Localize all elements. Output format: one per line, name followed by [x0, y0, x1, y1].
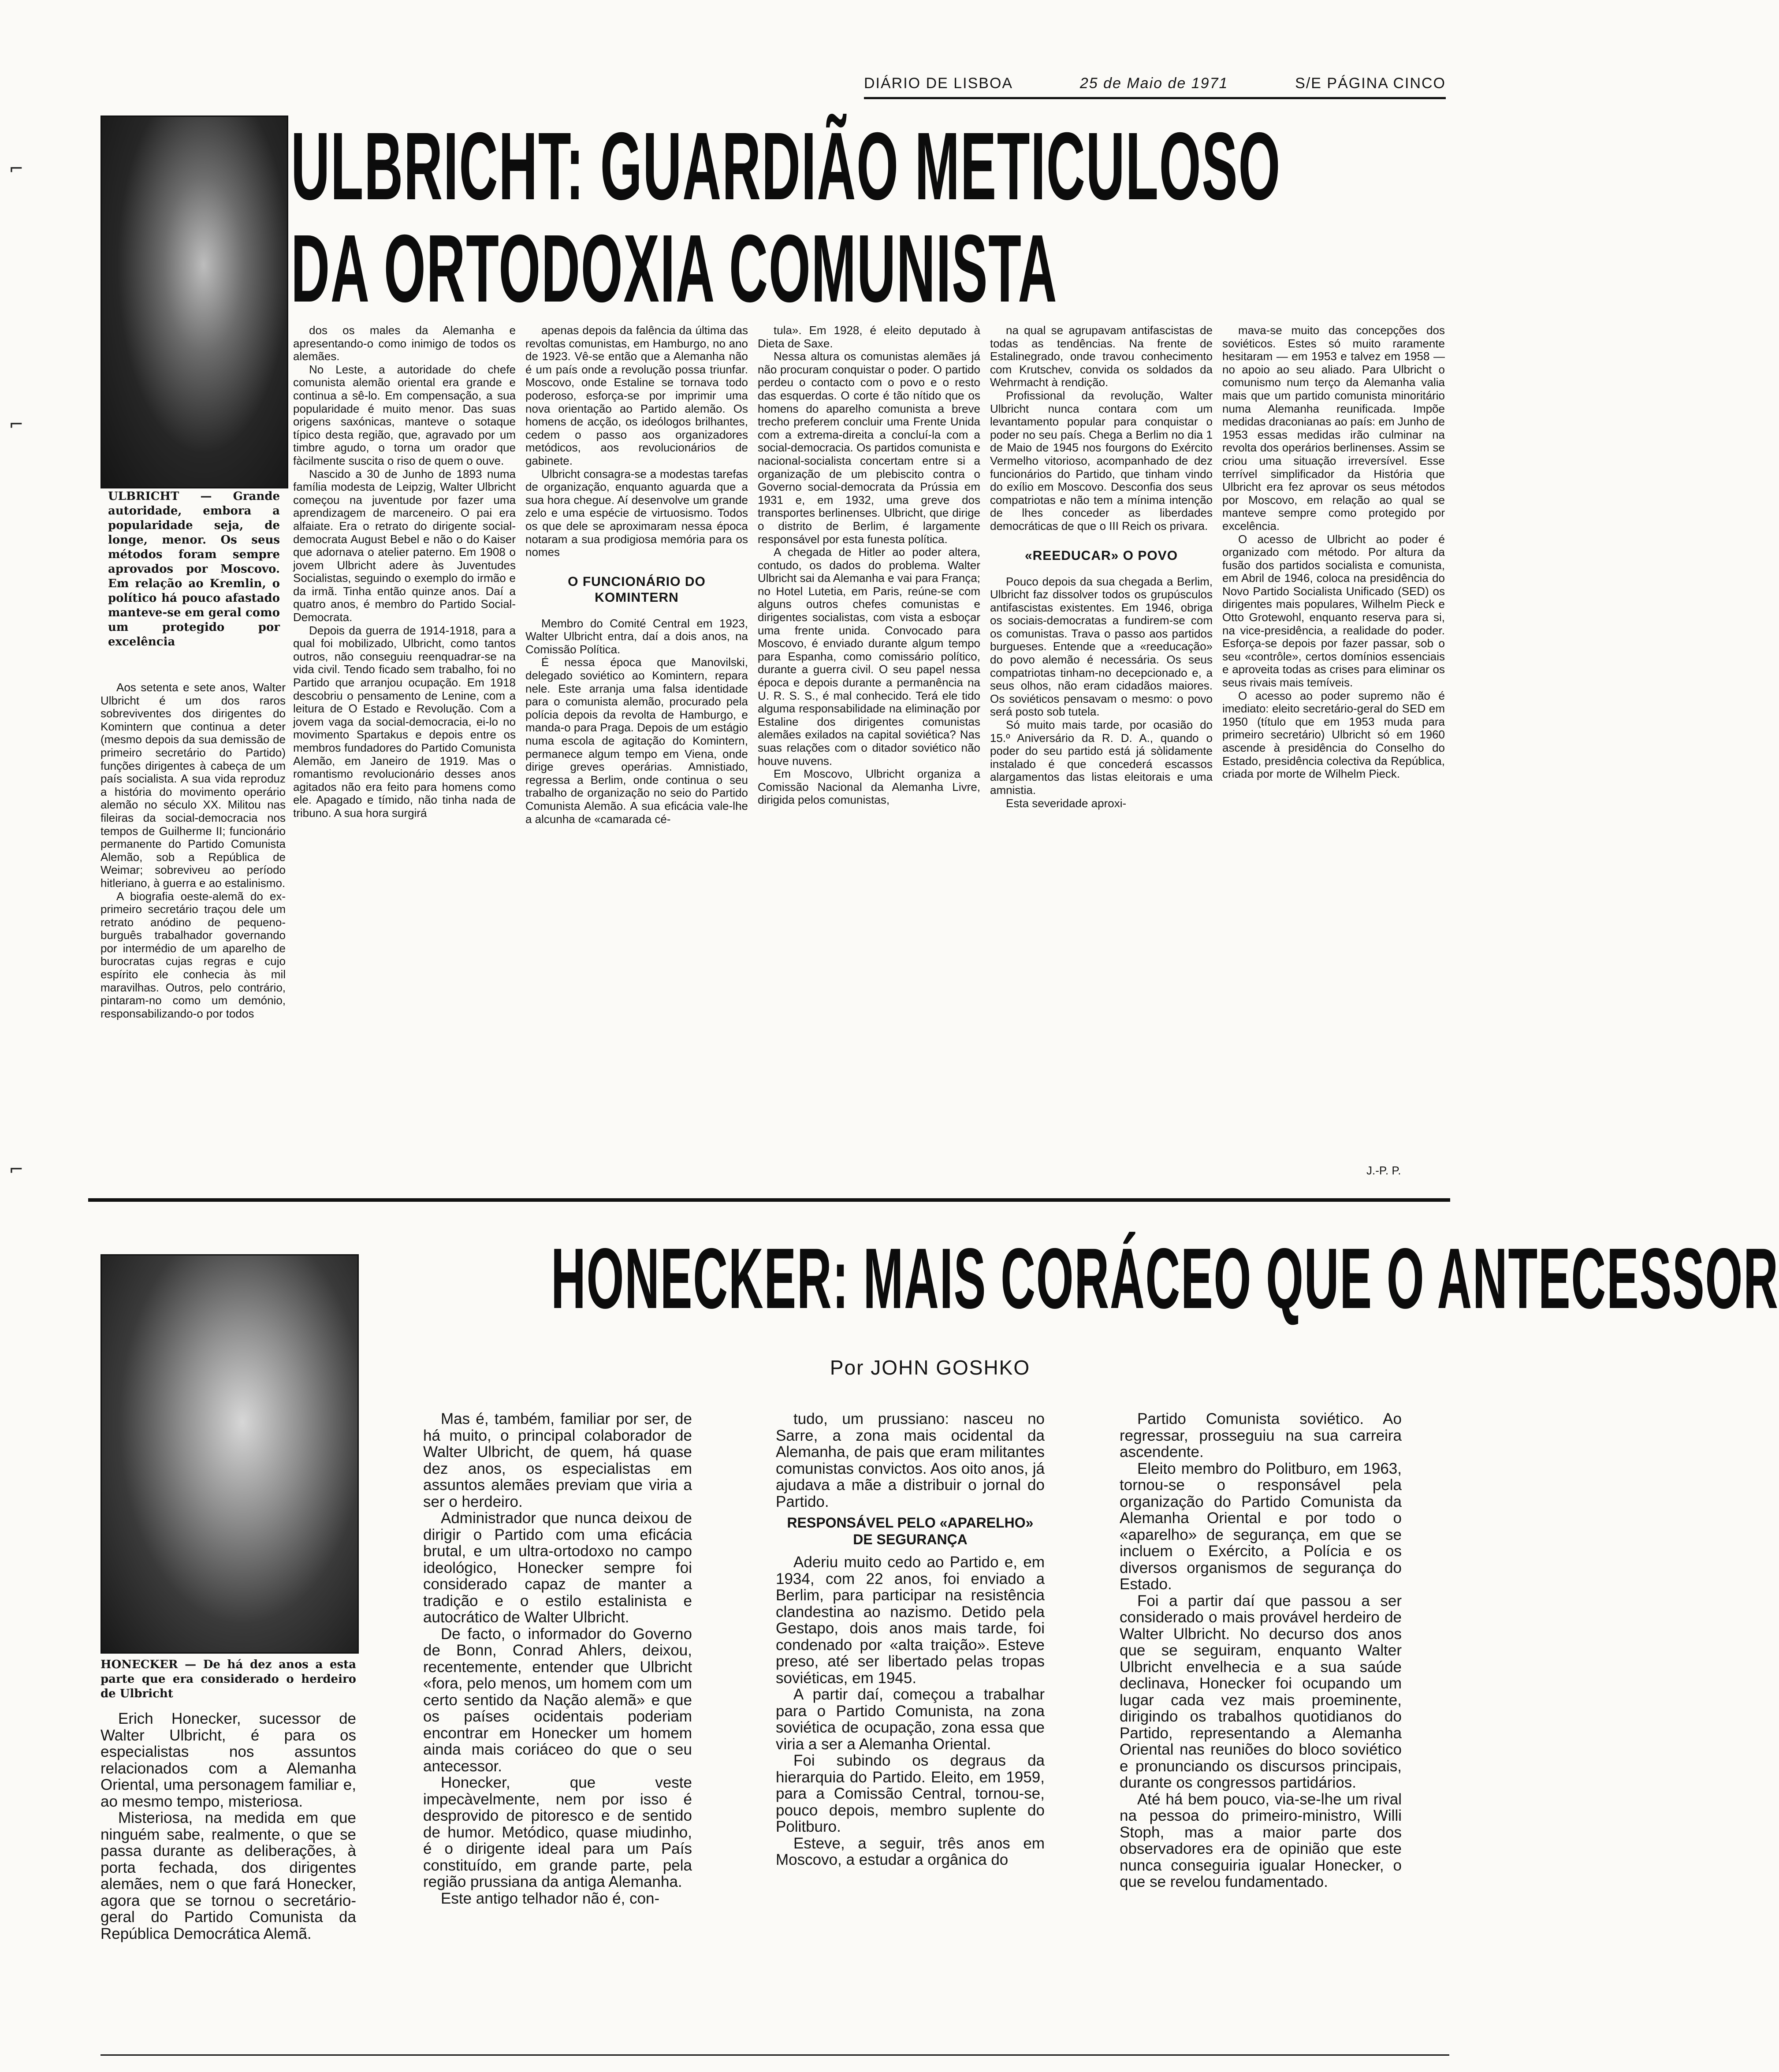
paragraph: Nascido a 30 de Junho de 1893 numa família modesta de Leipzig, Walter Ulbricht começou na juventude por fazer uma aprendizagem de marceneiro. O pai era alfaiate. Era o retrato do dirigente social-democrata August Bebel e não o do Kaiser que adornava o atelier paterno. Em 1908 o jovem Ulbricht adere às Juventudes Socialistas, seguindo o exemplo do irmão e da irmã. Tinha então quinze anos. Daí a quatro anos, é membro do Partido Social-Democrata. — [293, 467, 516, 624]
ulbricht-photo-caption: ULBRICHT — Grande autoridade, embora a popularidade seja, de longe, menor. Os seus métodos foram sempre aprovados por Moscovo. Em relação ao Kremlin, o político há pouco afastado manteve-se em geral como um protegido por excelência — [108, 490, 280, 648]
paragraph: Esta severidade aproxi- — [1006, 796, 1127, 810]
article2-column-3 — [776, 1411, 1045, 2046]
paragraph: A partir daí, começou a trabalhar para o Partido Comunista, na zona soviética de ocupação, zona essa que viria a ser a Alemanha Oriental. — [776, 1686, 1045, 1753]
article1-column-1 — [100, 681, 286, 1179]
section-divider — [88, 1198, 1450, 1202]
article1-column-5 — [990, 324, 1213, 1179]
paragraph: Só muito mais tarde, por ocasião do 15.º Aniversário da R. D. A., quando o poder do seu partido está já sòlidamente instalado é que concederá escassos alargamentos das listas eleitorais e uma amnistia. — [990, 718, 1213, 797]
paragraph: mava-se muito das concepções dos soviéticos. Estes só muito raramente hesitaram — em 1953 e talvez em 1958 — no apoio ao seu aliado. Para Ulbricht o comunismo num terço da Alemanha valia mais que um partido comunista minoritário numa Alemanha reunificada. Impõe medidas draconianas ao país: em Junho de 1953 essas medidas irão culminar na revolta dos operários berlinenses. Assim se criou uma situação irreversível. Esse terrível simplificador da História que Ulbricht era fez aprovar os seus métodos por Moscovo, em relação ao qual se manteve sempre como protegido por excelência. — [1222, 324, 1445, 533]
article2-headline: HONECKER: MAIS CORÁCEO QUE O ANTECESSOR — [551, 1230, 1779, 1327]
headline-line-2: DA ORTODOXIA COMUNISTA — [291, 215, 1058, 322]
headline-line-1: ULBRICHT: GUARDIÃO METICULOSO — [291, 113, 1281, 220]
paragraph: A biografia oeste-alemã do ex-primeiro secretário traçou dele um retrato anódino de pequeno-burguês trabalhador governando por intermédio de um aparelho de burocratas cujas regras e cujo espírito ele conhecia às mil maravilhas. Outros, pelo contrário, pintaram-no como um demónio, responsabilizando-o por todos — [100, 889, 286, 1020]
paragraph: tula». Em 1928, é eleito deputado à Dieta de Saxe. — [758, 324, 980, 350]
article1-signature: J.-P. P. — [1366, 1164, 1401, 1177]
section-subheading: O FUNCIONÁRIO DO KOMINTERN — [568, 574, 706, 605]
margin-tick: ⌐ — [9, 414, 24, 435]
paragraph: Aderiu muito cedo ao Partido e, em 1934, com 22 anos, foi enviado a Berlim, para participar na resistência clandestina ao nazismo. Detido pela Gestapo, dois anos mais tarde, foi condenado por «alta traição». Esteve preso, até ser libertado pelas tropas soviéticas, em 1945. — [776, 1554, 1045, 1687]
paragraph: Aos setenta e sete anos, Walter Ulbricht é um dos raros sobreviventes dos dirigentes do Komintern que continua a deter (mesmo depois da sua demissão de primeiro secretário do Partido) funções dirigentes à cabeça de um país socialista. A sua vida reproduz a história do movimento operário alemão no século XX. Militou nas fileiras da social-democracia nos tempos de Guilherme II; funcionário permanente do Partido Comunista Alemão, sob a República de Weimar; sobreviveu ao período hitleriano, à guerra e ao estalinismo. — [100, 681, 286, 890]
paragraph: Membro do Comité Central em 1923, Walter Ulbricht entra, daí a dois anos, na Comissão Política. — [525, 616, 748, 656]
margin-tick: ⌐ — [9, 1159, 24, 1180]
article2-byline: Por JOHN GOSHKO — [830, 1356, 1031, 1379]
honecker-photo — [100, 1254, 359, 1654]
paragraph: Depois da guerra de 1914-1918, para a qual foi mobilizado, Ulbricht, como tantos outros, não conseguiu reenquadrar-se na vida civil. Tendo ficado sem trabalho, foi no Partido que arranjou ocupação. Em 1918 descobriu o pensamento de Lenine, com a leitura de O Estado e Revolução. Com a jovem vaga da social-democracia, ei-lo no movimento Spartakus e depois entre os membros fundadores do Partido Comunista Alemão, em Janeiro de 1919. Mas o romantismo revolucionário desses anos agitados não era feito para homens como ele. Apagado e tímido, não tinha nada de tribuno. A sua hora surgirá — [293, 623, 516, 820]
paragraph: Administrador que nunca deixou de dirigir o Partido com uma eficácia brutal, e um ultra-ortodoxo no campo ideológico, Honecker sempre foi considerado capaz de manter a tradição e o estilo estalinista e autocrático de Walter Ulbricht. — [423, 1509, 692, 1626]
article1-column-4 — [758, 324, 980, 1179]
paragraph: Este antigo telhador não é, con- — [441, 1889, 660, 1907]
honecker-photo-caption: HONECKER — De há dez anos a esta parte que era considerado o herdeiro de Ulbricht — [100, 1658, 356, 1700]
article2-column-2 — [423, 1411, 692, 2046]
ulbricht-photo — [100, 116, 288, 488]
section-subheading: RESPONSÁVEL PELO «APARELHO» DE SEGURANÇA — [787, 1515, 1034, 1547]
bottom-rule — [100, 2054, 1449, 2056]
paragraph: O acesso de Ulbricht ao poder é organizado com método. Por altura da fusão dos partidos socialista e comunista, em Abril de 1946, coloca na presidência do Novo Partido Socialista Unificado (SED) os dirigentes mais populares, Wilhelm Pieck e Otto Grotewohl, enquanto reserva para si, na vice-presidência, a realidade do poder. Esforça-se depois por fazer passar, sob o seu «contrôle», certos domínios essenciais e aproveita todas as crises para eliminar os seus rivais mais temíveis. — [1222, 532, 1445, 689]
article1-column-2 — [293, 324, 516, 1179]
newspaper-name: DIÁRIO DE LISBOA — [864, 75, 1013, 92]
paragraph: Foi a partir daí que passou a ser considerado o mais provável herdeiro de Walter Ulbricht. No decurso dos anos que se seguiram, enquanto Walter Ulbricht envelhecia e a sua saúde declinava, Honecker foi ocupando um lugar cada vez mais proeminente, dirigindo os trabalhos quotidianos do Partido, representando a Alemanha Oriental nas reuniões do bloco soviético e pronunciando os discursos principais, durante os congressos partidários. — [1120, 1592, 1402, 1791]
paragraph: De facto, o informador do Governo de Bonn, Conrad Ahlers, deixou, recentemente, entender que Ulbricht «fora, pelo menos, um homem com um certo sentido da Nação alemã» e que os países ocidentais poderiam encontrar em Honecker um homem ainda mais coriáceo do que o seu antecessor. — [423, 1625, 692, 1775]
paragraph: Eleito membro do Politburo, em 1963, tornou-se o responsável pela organização do Partido Comunista da Alemanha Oriental e por todo o «aparelho» de segurança, em que se incluem o Exército, a Polícia e os diversos organismos de segurança do Estado. — [1120, 1460, 1402, 1593]
issue-date: 25 de Maio de 1971 — [1079, 75, 1228, 92]
paragraph: Misteriosa, na medida em que ninguém sabe, realmente, o que se passa durante as deliberações, à porta fechada, dos dirigentes alemães, nem o que fará Honecker, agora que se tornou o secretário-geral do Partido Comunista da República Democrática Alemã. — [100, 1809, 356, 1942]
paragraph: No Leste, a autoridade do chefe comunista alemão oriental era grande e continua a sê-lo. Em compensação, a sua popularidade é muito menor. Das suas origens saxónicas, manteve o sotaque típico desta região, que, agravado por um timbre agudo, o torna um orador que fàcilmente suscita o riso de quem o ouve. — [293, 362, 516, 467]
article1-column-3 — [525, 324, 748, 1179]
paragraph: O acesso ao poder supremo não é imediato: eleito secretário-geral do SED em 1950 (título que em 1953 muda para primeiro secretário) Ulbricht só em 1960 ascende à presidência do Conselho do Estado, presidência colectiva da República, criada por morte de Wilhelm Pieck. — [1222, 689, 1445, 781]
page-label: S/E PÁGINA CINCO — [1295, 75, 1446, 92]
paragraph: na qual se agrupavam antifascistas de todas as tendências. Na frente de Estalinegrado, onde travou conhecimento com Krutschev, convida os soldados da Wehrmacht à rendição. — [990, 324, 1213, 389]
article2-column-1 — [100, 1711, 356, 2046]
section-subheading: «REEDUCAR» O POVO — [1024, 548, 1178, 563]
paragraph: Erich Honecker, sucessor de Walter Ulbricht, é para os especialistas nos assuntos relacionados com a Alemanha Oriental, uma personagem familiar e, ao mesmo tempo, misteriosa. — [100, 1710, 356, 1810]
paragraph: dos os males da Alemanha e apresentando-o como inimigo de todos os alemães. — [293, 324, 516, 363]
paragraph: apenas depois da falência da última das revoltas comunistas, em Hamburgo, no ano de 1923. Vê-se então que a Alemanha não é um país onde a revolução possa triunfar. Moscovo, onde Estaline se tornava todo poderoso, esforça-se por imprimir uma nova orientação ao Partido alemão. Os homens de acção, os ideólogos brilhantes, cedem o passo aos organizadores metódicos, aos revolucionários de gabinete. — [525, 324, 748, 467]
paragraph: Nessa altura os comunistas alemães já não procuram conquistar o poder. O partido perdeu o contacto com o povo e o resto das esquerdas. O corte é tão nítido que os homens do aparelho comunista a breve trecho preferem concluir uma Frente Unida com a extrema-direita a concluí-la com a social-democracia. Os partidos comunista e nacional-socialista concertam entre si a organização de um plebiscito contra o Governo social-democrata da Prússia em 1931 e, em 1932, uma greve dos transportes berlinenses. Ulbricht, que dirige o distrito de Berlim, é largamente responsável por esta funesta política. — [758, 350, 980, 546]
paragraph: Partido Comunista soviético. Ao regressar, prosseguiu na sua carreira ascendente. — [1120, 1410, 1402, 1461]
margin-tick: ⌐ — [9, 159, 24, 179]
paragraph: A chegada de Hitler ao poder altera, contudo, os dados do problema. Walter Ulbricht sai da Alemanha e vai para França; no Hotel Lutetia, em Paris, reúne-se com alguns outros chefes comunistas e dirigentes socialistas, com vista a esboçar uma frente unida. Convocado para Moscovo, é enviado durante algum tempo para Espanha, como comissário político, durante a guerra civil. O seu papel nessa época e depois durante a permanência na U. R. S. S., é mal conhecido. Terá ele tido alguma responsabilidade na eliminação por Estaline dos dirigentes comunistas alemães exilados na capital soviética? Nas suas relações com o ditador soviético não houve nuvens. — [758, 545, 980, 768]
article1-column-6 — [1222, 324, 1445, 1179]
paragraph: Pouco depois da sua chegada a Berlim, Ulbricht faz dissolver todos os grupúsculos antifascistas existentes. Em 1946, obriga os sociais-democratas a fundirem-se com os comunistas. Trava o passo aos partidos burgueses. Entende que a «reeducação» do povo alemão é necessária. Os seus compatriotas tinham-no decepcionado e, a seus olhos, não eram cidadãos maiores. Os soviéticos pensavam o mesmo: o povo será posto sob tutela. — [990, 574, 1213, 719]
paragraph: Mas é, também, familiar por ser, de há muito, o principal colaborador de Walter Ulbricht, de quem, há quase dez anos, os especialistas em assuntos alemães previam que viria a ser o herdeiro. — [423, 1410, 692, 1510]
paragraph: tudo, um prussiano: nasceu no Sarre, a zona mais ocidental da Alemanha, de pais que eram militantes comunistas convictos. Aos oito anos, já ajudava a mãe a distribuir o jornal do Partido. — [776, 1410, 1045, 1510]
paragraph: Ulbricht consagra-se a modestas tarefas de organização, enquanto aguarda que a sua hora chegue. Aí desenvolve um grande zelo e uma espécie de virtuosismo. Todos os que dele se aproximaram nessa época notaram a sua prodigiosa memória para os nomes — [525, 467, 748, 559]
masthead — [864, 75, 1446, 99]
paragraph: Até há bem pouco, via-se-lhe um rival na pessoa do primeiro-ministro, Willi Stoph, mas a maior parte dos observadores era de opinião que este nunca conseguiria igualar Honecker, o que se revelou fundamentado. — [1120, 1790, 1402, 1890]
article2-column-4 — [1120, 1411, 1402, 2046]
paragraph: Esteve, a seguir, três anos em Moscovo, a estudar a orgânica do — [776, 1834, 1045, 1868]
article1-headline — [291, 113, 1281, 322]
paragraph: É nessa época que Manovilski, delegado soviético ao Komintern, repara nele. Este arranja uma falsa identidade para o comunista alemão, procurado pela polícia depois da revolta de Hamburgo, e manda-o para Praga. Depois de um estágio numa escola de agitação do Komintern, permanece algum tempo em Viena, onde dirige greves operárias. Amnistiado, regressa a Berlim, onde continua o seu trabalho de organização no seio do Partido Comunista Alemão. A sua eficácia vale-lhe a alcunha de «camarada cé- — [525, 656, 748, 826]
paragraph: Foi subindo os degraus da hierarquia do Partido. Eleito, em 1959, para a Comissão Central, tornou-se, pouco depois, membro suplente do Politburo. — [776, 1752, 1045, 1835]
paragraph: Em Moscovo, Ulbricht organiza a Comissão Nacional da Alemanha Livre, dirigida pelos comunistas, — [758, 767, 980, 807]
paragraph: Honecker, que veste impecàvelmente, nem por isso é desprovido de pitoresco e de sentido de humor. Metódico, quase miudinho, é o dirigente ideal para um País constituído, em grande parte, pela região prussiana da antiga Alemanha. — [423, 1774, 692, 1890]
paragraph: Profissional da revolução, Walter Ulbricht nunca contara com um levantamento popular para conquistar o poder no seu país. Chega a Berlim no dia 1 de Maio de 1945 nos fourgons do Exército Vermelho vitorioso, acompanhado de dez funcionários do Partido, que tinham vindo do exílio em Moscovo. Desconfia dos seus compatriotas e não tem a mínima intenção de lhes conceder as liberdades democráticas de que o III Reich os privara. — [990, 388, 1213, 533]
